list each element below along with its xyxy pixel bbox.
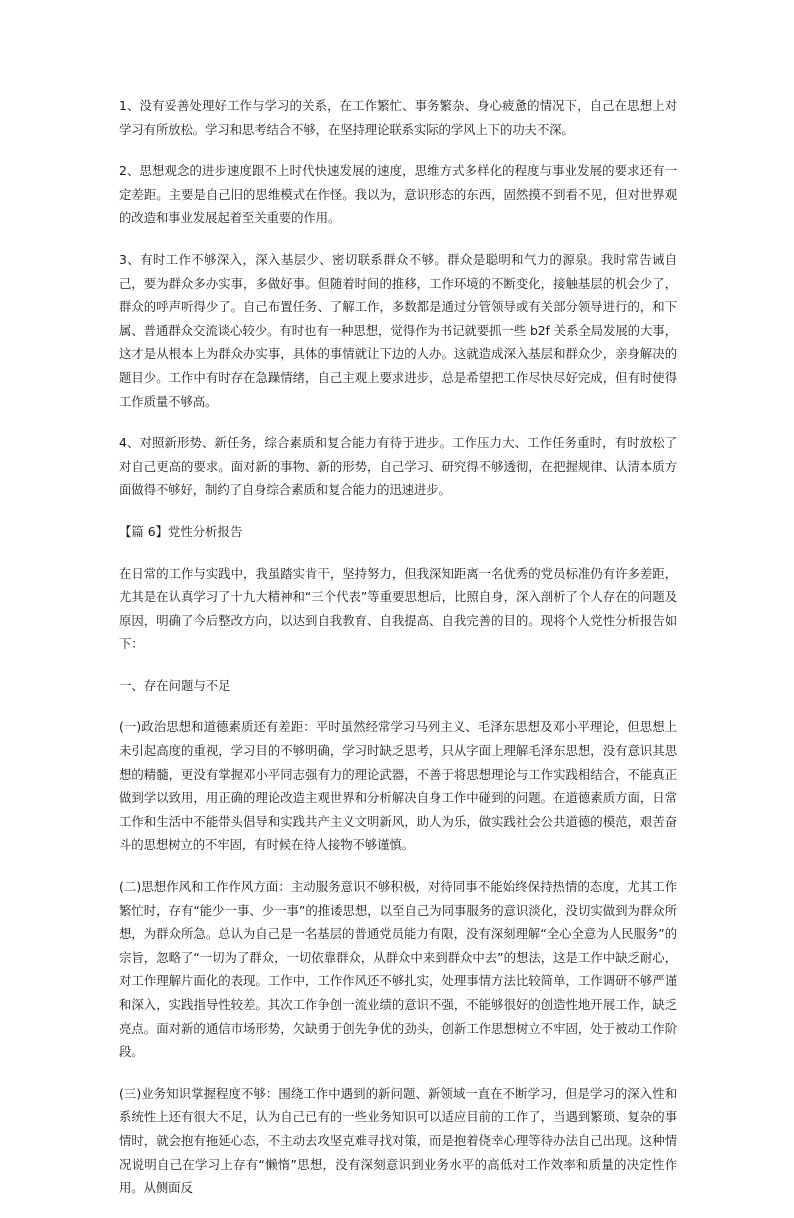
paragraph-knowledge: (三)业务知识掌握程度不够：围绕工作中遇到的新问题、新领域一直在不断学习，但是学习的深入性和系统性上还有很大不足，认为自己已有的一些业务知识可以适应目前的工作了，当遇到繁琐、复杂的事情时，就会抱有拖延心态，不主动去攻坚克难寻找对策，而是抱着侥幸心理等待办法自己出现。这种情况说明自己在学习上存有“懒惰”思想，没有深刻意识到业务水平的高低对工作效率和质量的决定性作用。从侧面反 xyxy=(119,1085,677,1196)
paragraph-1: 1、没有妥善处理好工作与学习的关系，在工作繁忙、事务繁杂、身心疲惫的情况下，自己在思想上对学习有所放松。学习和思考结合不够，在坚持理论联系实际的学风上下的功夫不深。 xyxy=(119,98,677,137)
paragraph-4: 4、对照新形势、新任务，综合素质和复合能力有待于进步。工作压力大、工作任务重时，有时放松了对自己更高的要求。面对新的事物、新的形势，自己学习、研究得不够透彻，在把握规律、认清本质方面做得不够好，制约了自身综合素质和复合能力的迅速进步。 xyxy=(119,435,677,498)
paragraph-2: 2、思想观念的进步速度跟不上时代快速发展的速度，思维方式多样化的程度与事业发展的要求还有一定差距。主要是自己旧的思维模式在作怪。我以为，意识形态的东西，固然摸不到看不见，但对世界观的改造和事业发展起着至关重要的作用。 xyxy=(119,163,677,226)
paragraph-intro: 在日常的工作与实践中，我虽踏实肯干，坚持努力，但我深知距离一名优秀的党员标准仍有许多差距，尤其是在认真学习了十九大精神和“三个代表”等重要思想后，比照自身，深入剖析了个人存在的问题及原因，明确了今后整改方向，以达到自我教育、自我提高、自我完善的目的。现将个人党性分析报告如下： xyxy=(119,565,677,652)
paragraph-work-style: (二)思想作风和工作作风方面：主动服务意识不够积极，对待同事不能始终保持热情的态度，尤其工作繁忙时，存有“能少一事、少一事”的推诿思想，以至自己为同事服务的意识淡化，没切实做到为群众所想，为群众所急。总认为自己是一名基层的普通党员能力有限，没有深刻理解“全心全意为人民服务”的宗旨，忽略了“一切为了群众，一切依靠群众，从群众中来到群众中去”的想法，这是工作中缺乏耐心，对工作理解片面化的表现。工作中，工作作风还不够扎实，处理事情方法比较简单，工作调研不够严谨和深入，实践指导性较差。其次工作争创一流业绩的意识不强，不能够很好的创造性地开展工作，缺乏亮点。面对新的通信市场形势，欠缺勇于创先争优的劲头，创新工作思想树立不牢固，处于被动工作阶段。 xyxy=(119,879,677,1060)
paragraph-3: 3、有时工作不够深入，深入基层少、密切联系群众不够。群众是聪明和气力的源泉。我时常告诫自己，要为群众多办实事，多做好事。但随着时间的推移，工作环境的不断变化，接触基层的机会少了，群众的呼声听得少了。自己布置任务、了解工作，多数都是通过分管领导或有关部分领导进行的，和下属、普通群众交流谈心较少。有时也有一种思想，觉得作为书记就要抓一些 b2f 关系全局发展的大事，这才是从根本上为群众办实事，具体的事情就让下边的人办。这就造成深入基层和群众少，亲身解决的题目少。工作中有时存在急躁情绪，自己主观上要求进步，总是希望把工作尽快尽好完成，但有时使得工作质量不够高。 xyxy=(119,251,677,409)
document-page xyxy=(119,94,677,1218)
section-title: 【篇 6】党性分析报告 xyxy=(119,523,243,539)
paragraph-political: (一)政治思想和道德素质还有差距：平时虽然经常学习马列主义、毛泽东思想及邓小平理论，但思想上未引起高度的重视，学习目的不够明确，学习时缺乏思考，只从字面上理解毛泽东思想，没有意识其思想的精髓，更没有掌握邓小平同志强有力的理论武器，不善于将思想理论与工作实践相结合，不能真正做到学以致用，用正确的理论改造主观世界和分析解决自身工作中碰到的问题。在道德素质方面，日常工作和生活中不能带头倡导和实践共产主义文明新风，助人为乐，做实践社会公共道德的模范，艰苦奋斗的思想树立的不牢固，有时候在待人接物不够谨慎。 xyxy=(119,719,677,853)
subheading: 一、存在问题与不足 xyxy=(119,677,231,693)
